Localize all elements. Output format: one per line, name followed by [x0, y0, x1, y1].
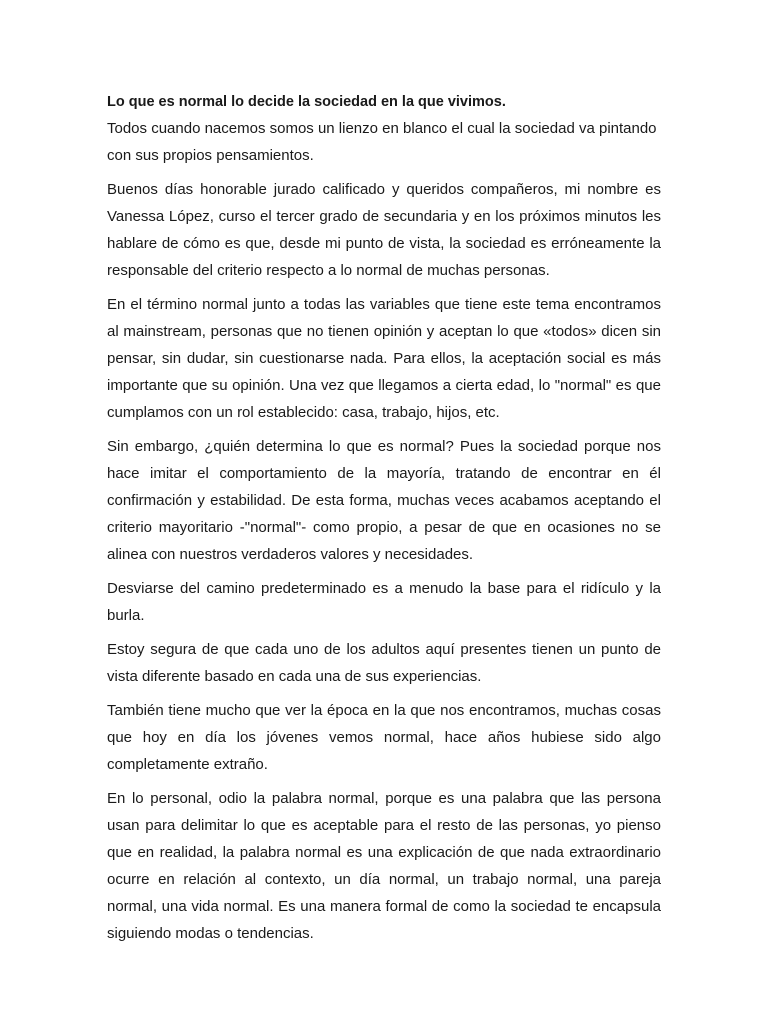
- paragraph-7: También tiene mucho que ver la época en la que nos encontramos, muchas cosas que hoy en día los jóvenes vemos normal, hace años hubiese sido algo completamente extraño.: [107, 702, 661, 773]
- paragraph-3: En el término normal junto a todas las variables que tiene este tema encontramos al mainstream, personas que no tienen opinión y aceptan lo que «todos» dicen sin pensar, sin dudar, sin cuestionarse nada. Para ellos, la aceptación social es más importante que su opinión. Una vez que llegamos a cierta edad, lo "normal" es que cumplamos con un rol establecido: casa, trabajo, hijos, etc.: [107, 296, 661, 421]
- document-body: [107, 90, 661, 954]
- paragraph-8: En lo personal, odio la palabra normal, porque es una palabra que las persona usan para delimitar lo que es aceptable para el resto de las personas, yo pienso que en realidad, la palabra normal es una explicación de que nada extraordinario ocurre en relación al contexto, un día normal, un trabajo normal, una pareja normal, una vida normal. Es una manera formal de como la sociedad te encapsula siguiendo modas o tendencias.: [107, 790, 661, 942]
- paragraph-4: Sin embargo, ¿quién determina lo que es normal? Pues la sociedad porque nos hace imitar el comportamiento de la mayoría, tratando de encontrar en él confirmación y estabilidad. De esta forma, muchas veces acabamos aceptando el criterio mayoritario -"normal"- como propio, a pesar de que en ocasiones no se alinea con nuestros verdaderos valores y necesidades.: [107, 438, 661, 563]
- paragraph-1: Todos cuando nacemos somos un lienzo en blanco el cual la sociedad va pintando con sus propios pensamientos.: [107, 120, 657, 164]
- paragraph-5: Desviarse del camino predeterminado es a menudo la base para el ridículo y la burla.: [107, 580, 661, 624]
- document-title: Lo que es normal lo decide la sociedad en la que vivimos.: [107, 94, 506, 110]
- paragraph-6: Estoy segura de que cada uno de los adultos aquí presentes tienen un punto de vista diferente basado en cada una de sus experiencias.: [107, 641, 661, 685]
- paragraph-2: Buenos días honorable jurado calificado y queridos compañeros, mi nombre es Vanessa López, curso el tercer grado de secundaria y en los próximos minutos les hablare de cómo es que, desde mi punto de vista, la sociedad es erróneamente la responsable del criterio respecto a lo normal de muchas personas.: [107, 181, 661, 279]
